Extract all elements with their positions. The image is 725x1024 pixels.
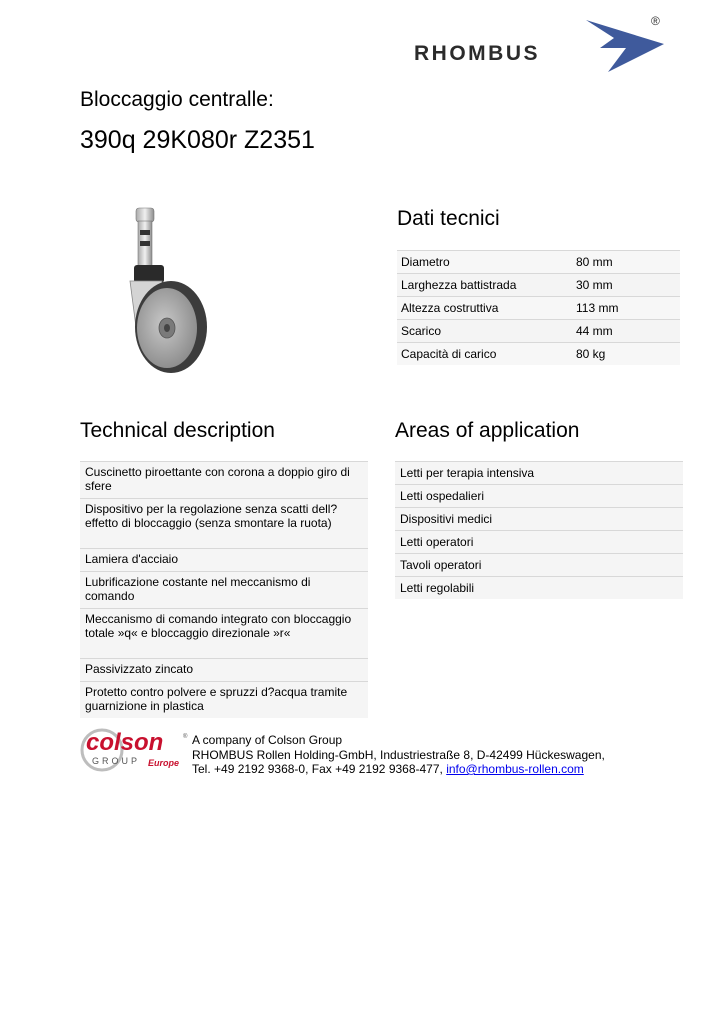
colson-logo-group: GROUP [92, 756, 141, 766]
list-item: Letti ospedalieri [395, 484, 683, 507]
footer-company-line: A company of Colson Group [192, 733, 343, 747]
list-item: Lamiera d'acciaio [80, 548, 368, 571]
colson-logo-word: colson [86, 729, 164, 756]
list-item: Letti per terapia intensiva [395, 461, 683, 484]
table-row [397, 297, 680, 320]
areas-of-application-heading: Areas of application [395, 419, 580, 442]
list-item: Letti regolabili [395, 576, 683, 599]
footer-address-line: RHOMBUS Rollen Holding-GmbH, Industriestraße 8, D-42499 Hückeswagen, [192, 747, 605, 762]
table-row [397, 320, 680, 343]
spec-label: Capacità di carico [397, 343, 572, 366]
table-row [397, 274, 680, 297]
list-item: Tavoli operatori [395, 553, 683, 576]
product-code: 390q 29K080r Z2351 [80, 126, 315, 154]
list-item: Meccanismo di comando integrato con bloccaggio totale »q« e bloccaggio direzionale »r« [80, 608, 368, 658]
footer-phone-fax: Tel. +49 2192 9368-0, Fax +49 2192 9368-477, [192, 762, 447, 776]
table-row [397, 343, 680, 366]
registered-mark: ® [651, 14, 660, 28]
table-row [397, 251, 680, 274]
list-item: Lubrificazione costante nel meccanismo di comando [80, 571, 368, 608]
rhombus-logo-text: RHOMBUS [414, 42, 540, 65]
technical-description-list [80, 461, 368, 718]
list-item: Passivizzato zincato [80, 658, 368, 681]
spec-value: 30 mm [572, 274, 680, 297]
technical-description-heading: Technical description [80, 419, 275, 442]
spec-label: Scarico [397, 320, 572, 343]
product-subtitle: Bloccaggio centralle: [80, 88, 274, 111]
dati-tecnici-heading: Dati tecnici [397, 207, 500, 230]
colson-logo-region: Europe [148, 758, 180, 768]
dati-tecnici-table [397, 250, 680, 365]
footer-phone-line [192, 762, 605, 777]
spec-value: 113 mm [572, 297, 680, 320]
spec-value: 44 mm [572, 320, 680, 343]
spec-value: 80 mm [572, 251, 680, 274]
areas-of-application-list [395, 461, 683, 599]
spec-label: Diametro [397, 251, 572, 274]
list-item: Protetto contro polvere e spruzzi d?acqua tramite guarnizione in plastica [80, 681, 368, 718]
list-item: Letti operatori [395, 530, 683, 553]
spec-label: Larghezza battistrada [397, 274, 572, 297]
list-item: Cuscinetto piroettante con corona a doppio giro di sfere [80, 461, 368, 498]
product-heading [80, 88, 315, 155]
list-item: Dispositivi medici [395, 507, 683, 530]
spec-label: Altezza costruttiva [397, 297, 572, 320]
spec-value: 80 kg [572, 343, 680, 366]
footer-contact [192, 733, 605, 777]
list-item: Dispositivo per la regolazione senza scatti dell?effetto di bloccaggio (senza smontare la ruota) [80, 498, 368, 548]
colson-group-logo [80, 726, 188, 774]
svg-text:®: ® [183, 734, 188, 740]
caster-wheel-image [118, 205, 218, 377]
footer-email-link[interactable]: info@rhombus-rollen.com [446, 762, 584, 776]
